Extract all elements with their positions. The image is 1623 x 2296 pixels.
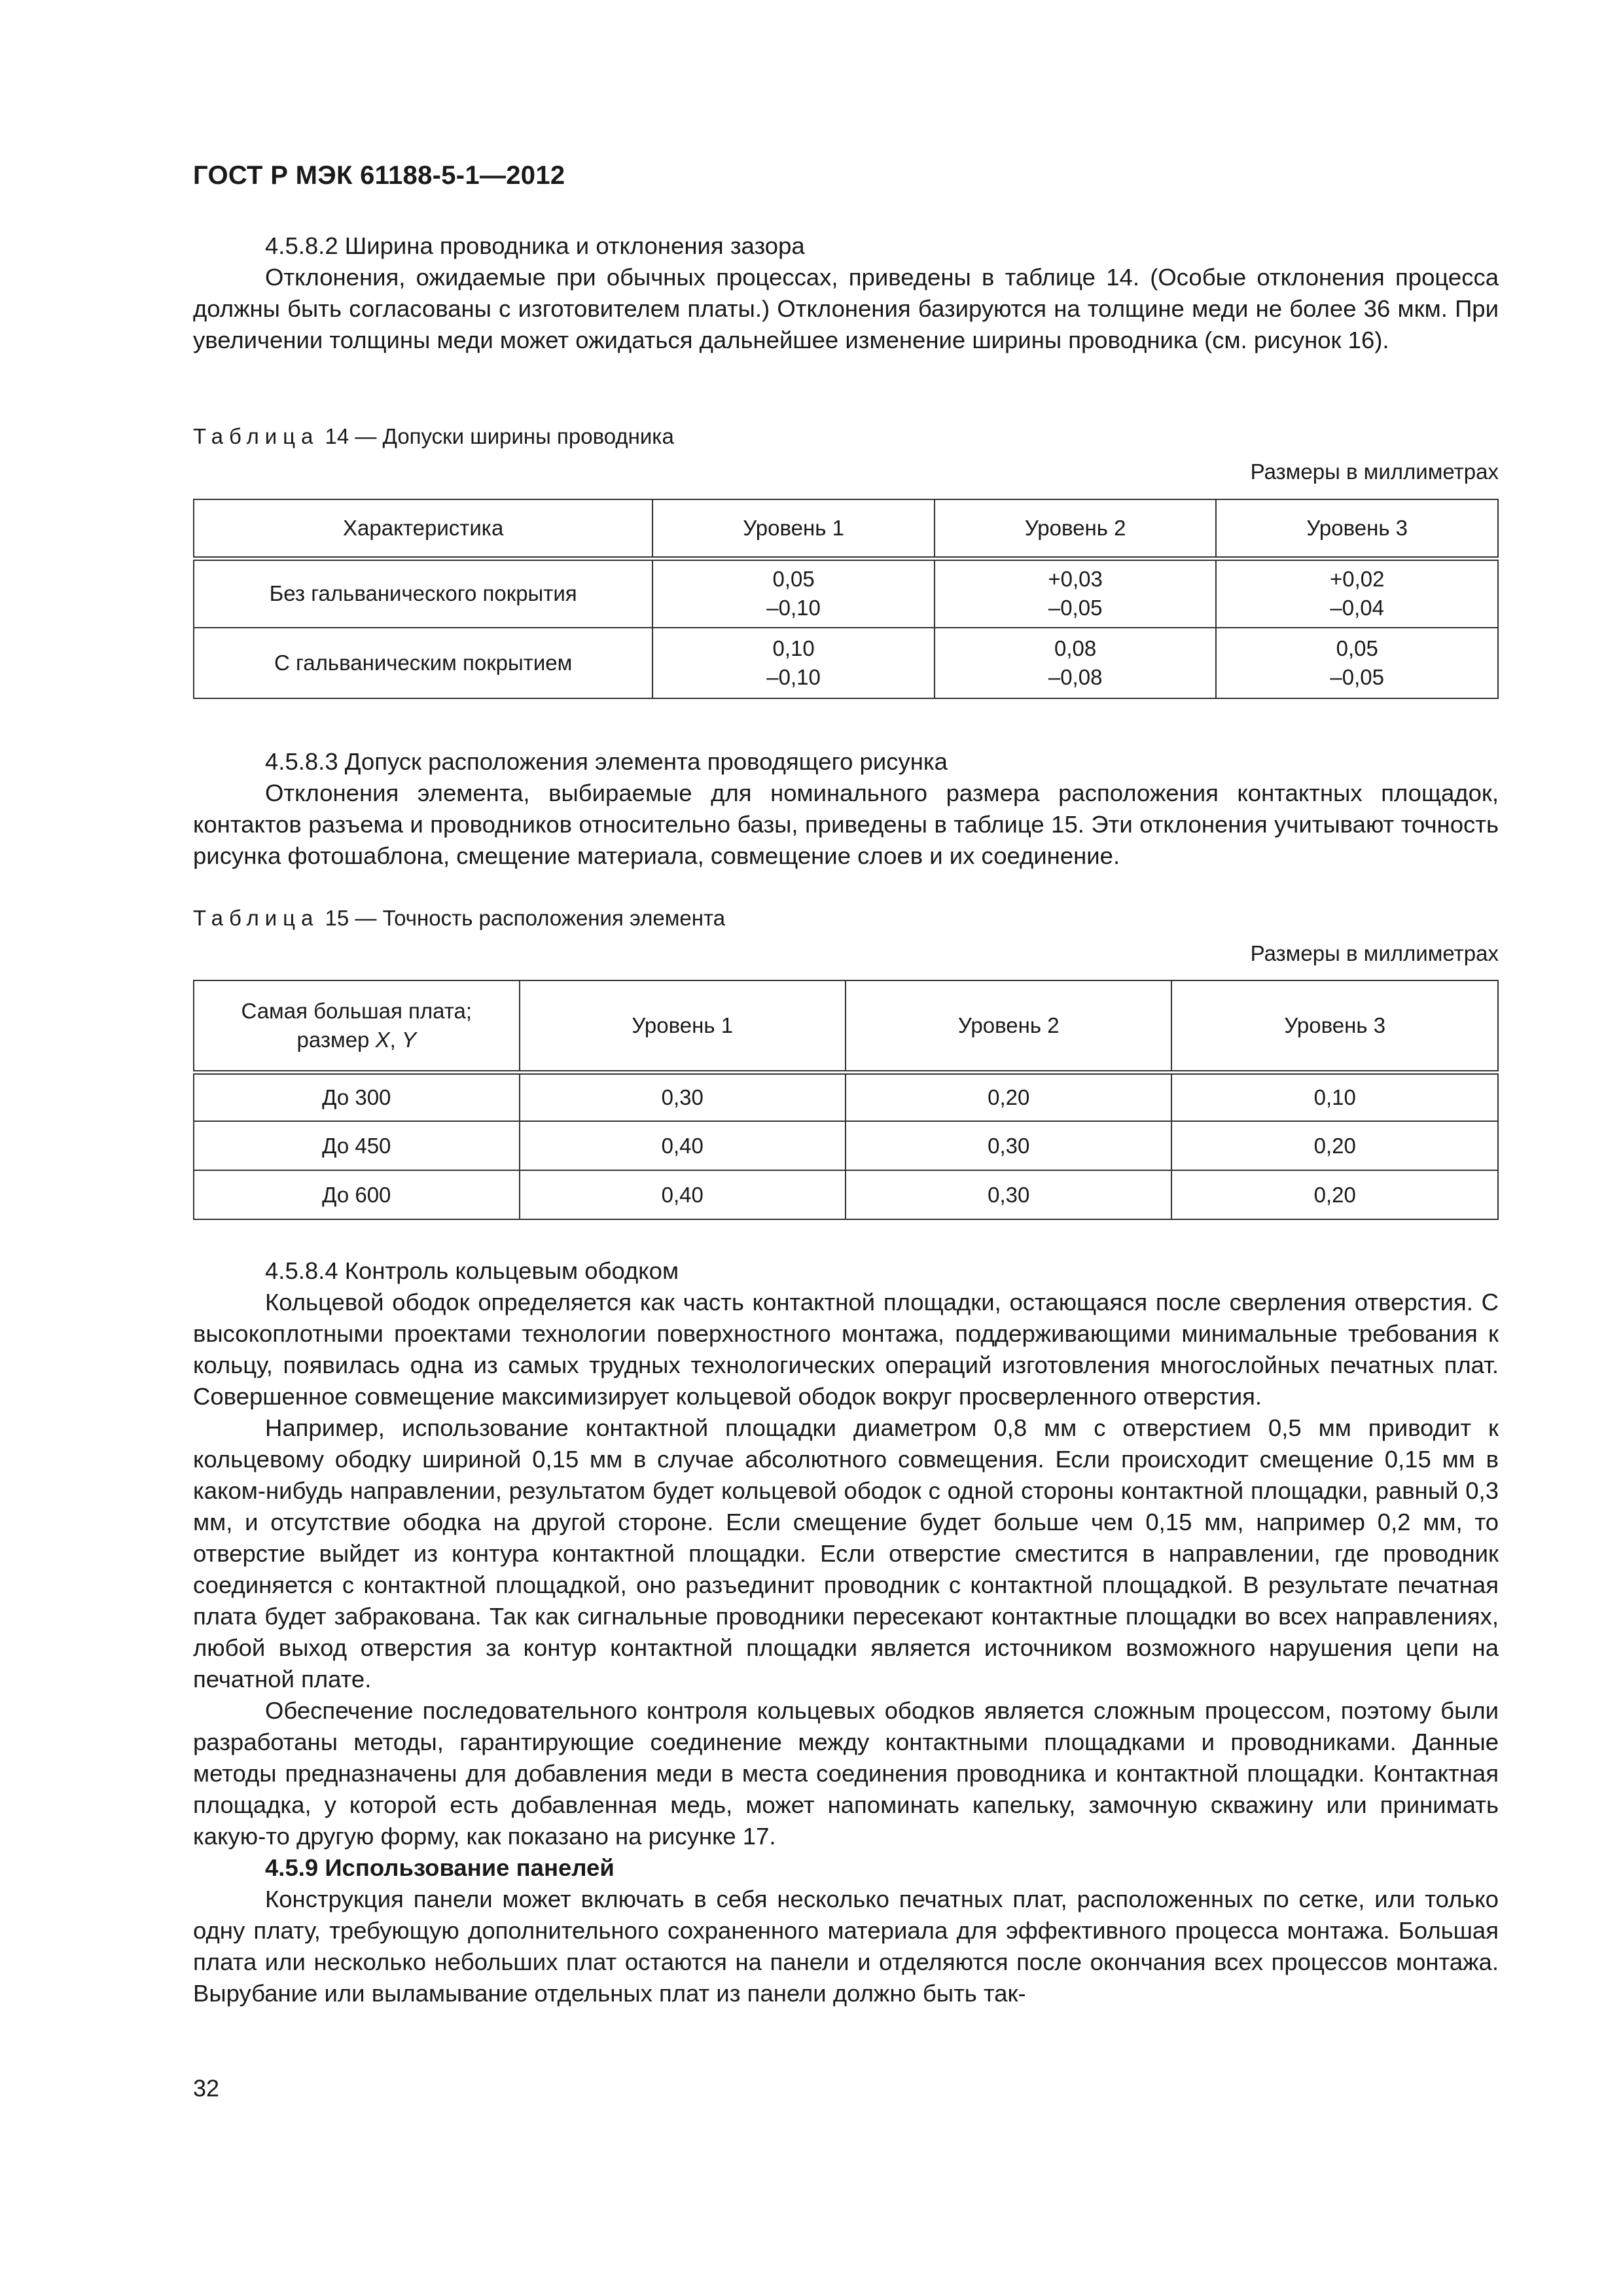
section-4-5-8-3: [193, 746, 1499, 872]
table-header-cell: Уровень 2: [846, 980, 1171, 1072]
paragraph: Например, использование контактной площадки диаметром 0,8 мм с отверстием 0,5 мм приводит к кольцевому ободку шириной 0,15 мм в случае абсолютного совмещения. Если происходит смещение 0,15 мм в каком-нибудь направлении, результатом будет кольцевой ободок с одной стороны контактной площадки, равный 0,3 мм, и отсутствие ободка на другой стороне. Если смещение будет больше чем 0,15 мм, например 0,2 мм, то отверстие выйдет из контура контактной площадки. Если отверстие сместится в направлении, где проводник соединяется с контактной площадкой, оно разъединит проводник с контактной площадкой. В результате печатная плата будет забракована. Так как сигнальные проводники пересекают контактные площадки во всех направлениях, любой выход отверстия за контур контактной площадки является источником возможного нарушения цепи на печатной плате.: [193, 1414, 1499, 1693]
table-cell: 0,20: [1171, 1170, 1498, 1219]
table-14-units: Размеры в миллиметрах: [1250, 459, 1499, 484]
lower-tolerance: –0,10: [766, 665, 821, 689]
paragraph: Отклонения, ожидаемые при обычных процессах, приведены в таблице 14. (Особые отклонения процесса должны быть согласованы с изготовителем платы.) Отклонения базируются на толщине меди не более 36 мкм. При увеличении толщины меди может ожидаться дальнейшее изменение ширины проводника (см. рисунок 16).: [193, 264, 1499, 353]
table-cell: [935, 628, 1217, 698]
upper-tolerance: +0,02: [1329, 567, 1385, 592]
table-cell: До 450: [194, 1121, 520, 1170]
table-cell: С гальваническим покрытием: [194, 628, 652, 698]
table-row: [194, 1170, 1498, 1219]
table-cell: Без гальванического покрытия: [194, 558, 652, 628]
table-cell: До 300: [194, 1072, 520, 1121]
table-header-cell: Уровень 3: [1216, 499, 1498, 558]
paragraph: Конструкция панели может включать в себя несколько печатных плат, расположенных по сетке, или только одну плату, требующую дополнительного сохраненного материала для эффективного процесса монтажа. Большая плата или несколько небольших плат остаются на панели и отделяются после окончания всех процессов монтажа. Вырубание или выламывание отдельных плат из панели должно быть так-: [193, 1886, 1499, 2007]
caption-label: Таблица: [193, 906, 319, 930]
page-number: 32: [193, 2075, 220, 2102]
table-row: [194, 1121, 1498, 1170]
table-cell: [1216, 558, 1498, 628]
paragraph: Обеспечение последовательного контроля кольцевых ободков является сложным процессом, поэтому были разработаны методы, гарантирующие соединение между контактными площадками и проводниками. Данные методы предназначены для добавления меди в места соединения проводника и контактной площадки. Контактная площадка, у которой есть добавленная медь, может напоминать капельку, замочную скважину или принимать какую-то другую форму, как показано на рисунке 17.: [193, 1697, 1499, 1850]
document-header: ГОСТ Р МЭК 61188-5-1—2012: [193, 161, 565, 190]
upper-tolerance: 0,10: [772, 636, 815, 660]
table-cell: [1216, 628, 1498, 698]
table-cell: 0,30: [846, 1121, 1171, 1170]
section-4-5-8-4: [193, 1255, 1499, 2009]
table-header-cell: Уровень 3: [1171, 980, 1498, 1072]
header-text: размер: [296, 1027, 376, 1052]
table-cell: [652, 558, 935, 628]
header-var-y: Y: [401, 1027, 416, 1052]
table-14: [193, 499, 1499, 699]
caption-label: Таблица: [193, 424, 319, 448]
section-heading: 4.5.8.3 Допуск расположения элемента проводящего рисунка: [265, 748, 948, 775]
header-line: Самая большая плата;: [241, 998, 472, 1023]
table-row: [194, 628, 1498, 698]
table-cell: [935, 558, 1217, 628]
caption-text: 14 — Допуски ширины проводника: [319, 424, 674, 448]
table-cell: [652, 628, 935, 698]
table-header-cell: Уровень 1: [652, 499, 935, 558]
table-row: [194, 1072, 1498, 1121]
caption-text: 15 — Точность расположения элемента: [319, 906, 726, 930]
upper-tolerance: +0,03: [1048, 567, 1103, 592]
table-row: [194, 558, 1498, 628]
section-heading: 4.5.8.2 Ширина проводника и отклонения зазора: [265, 232, 805, 259]
lower-tolerance: –0,08: [1048, 665, 1103, 689]
table-cell: До 600: [194, 1170, 520, 1219]
upper-tolerance: 0,05: [1336, 636, 1378, 660]
upper-tolerance: 0,08: [1054, 636, 1097, 660]
table-cell: 0,30: [520, 1072, 846, 1121]
lower-tolerance: –0,04: [1330, 596, 1384, 620]
table-cell: 0,30: [846, 1170, 1171, 1219]
table-cell: 0,40: [520, 1170, 846, 1219]
lower-tolerance: –0,05: [1048, 596, 1103, 620]
header-line: [201, 1026, 512, 1054]
table-header-cell: Характеристика: [194, 499, 652, 558]
table-14-caption: [193, 424, 674, 449]
upper-tolerance: 0,05: [772, 567, 815, 592]
table-cell: 0,40: [520, 1121, 846, 1170]
paragraph: Кольцевой ободок определяется как часть контактной площадки, остающаяся после сверления отверстия. С высокоплотными проектами технологии поверхностного монтажа, поддерживающими минимальные требования к кольцу, появилась одна из самых трудных технологических операций изготовления многослойных печатных плат. Совершенное совмещение максимизирует кольцевой ободок вокруг просверленного отверстия.: [193, 1289, 1499, 1410]
table-15-caption: [193, 906, 725, 931]
table-cell: 0,20: [846, 1072, 1171, 1121]
table-15: [193, 980, 1499, 1220]
lower-tolerance: –0,10: [766, 596, 821, 620]
section-heading: 4.5.9 Использование панелей: [265, 1854, 615, 1881]
table-cell: 0,20: [1171, 1121, 1498, 1170]
table-15-units: Размеры в миллиметрах: [1250, 941, 1499, 965]
lower-tolerance: –0,05: [1330, 665, 1384, 689]
section-4-5-8-2: [193, 230, 1499, 356]
table-cell: 0,10: [1171, 1072, 1498, 1121]
table-header-cell: Уровень 1: [520, 980, 846, 1072]
table-header-cell: [194, 980, 520, 1072]
table-header-cell: Уровень 2: [935, 499, 1217, 558]
section-heading: 4.5.8.4 Контроль кольцевым ободком: [265, 1257, 679, 1284]
header-sep: ,: [389, 1027, 402, 1052]
paragraph: Отклонения элемента, выбираемые для номинального размера расположения контактных площадок, контактов разъема и проводников относительно базы, приведены в таблице 15. Эти отклонения учитывают точность рисунка фотошаблона, смещение материала, совмещение слоев и их соединение.: [193, 780, 1499, 869]
header-var-x: X: [375, 1027, 390, 1052]
